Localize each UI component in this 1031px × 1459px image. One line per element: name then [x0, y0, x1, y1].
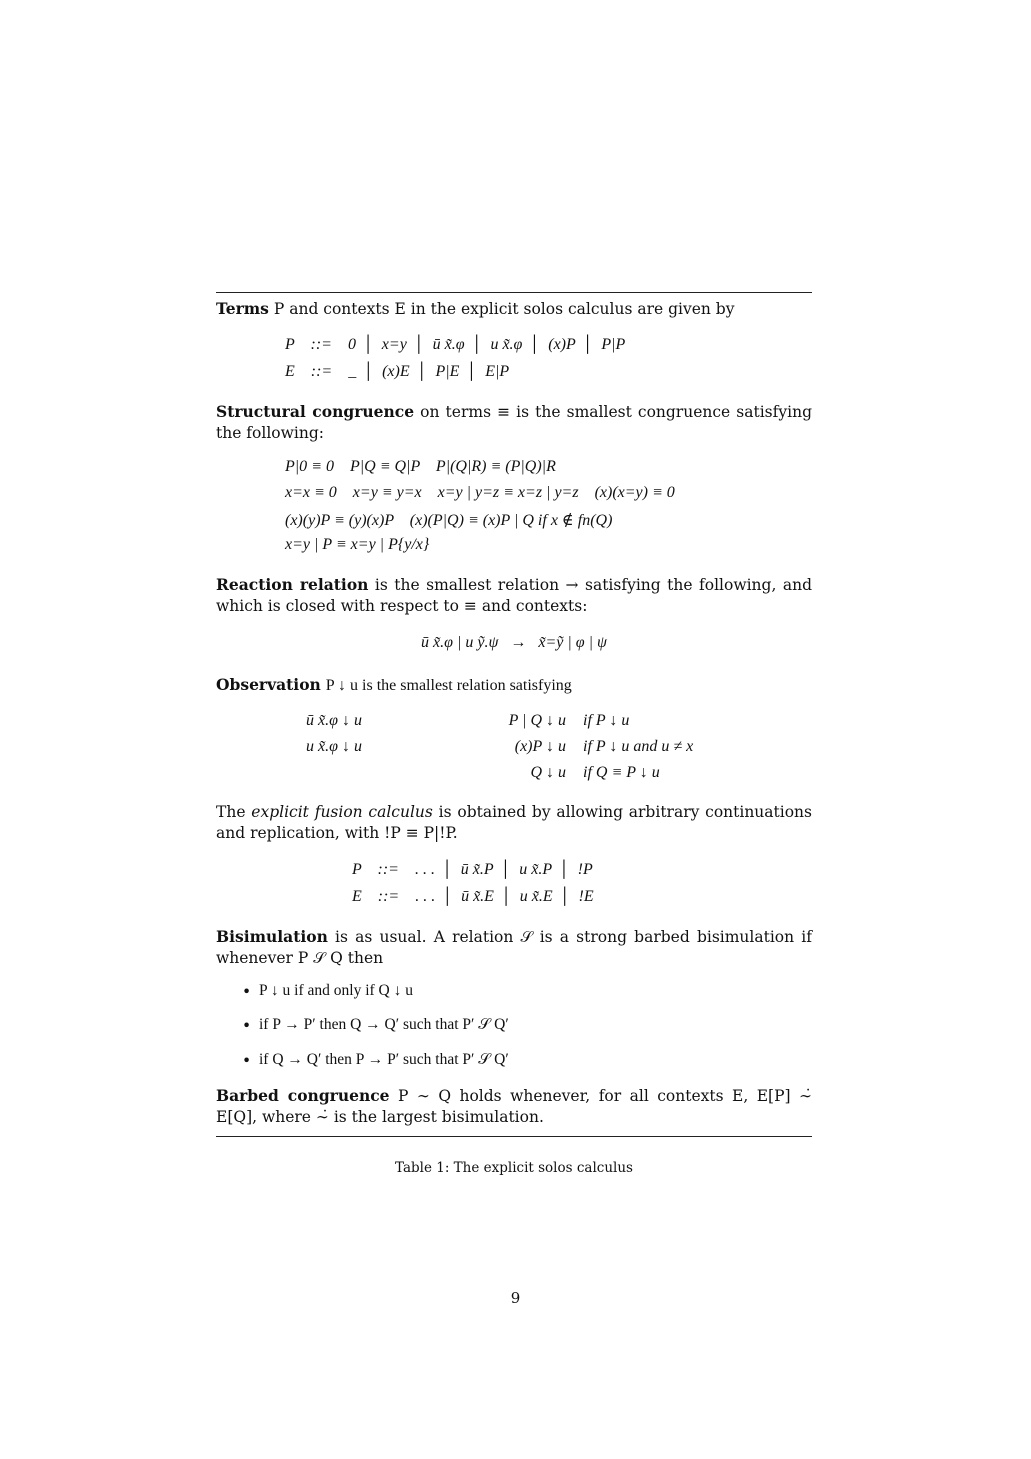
fusion-emph: explicit fusion calculus — [251, 803, 433, 821]
observation-label: Observation — [216, 675, 321, 694]
fusion-grammar-P: P ::= . . . │ ū x̃.P │ u x̃.P │ !P — [352, 861, 593, 878]
reaction-label: Reaction relation — [216, 575, 369, 594]
grammar-E: E ::= _ │ (x)E │ P|E │ E|P — [285, 363, 510, 380]
structural-row: (x)(y)P ≡ (y)(x)P (x)(P|Q) ≡ (x)P | Q if x ∉ fn(Q) — [285, 512, 613, 529]
structural-label: Structural congruence — [216, 402, 415, 421]
bullet-icon: • — [242, 983, 252, 1001]
structural-row: x=y | P ≡ x=y | P{y/x} — [285, 536, 430, 553]
terms-text: P and contexts E in the explicit solos calculus are given by — [273, 300, 735, 318]
bottom-rule — [216, 1136, 812, 1137]
fusion-grammar-E: E ::= . . . │ ū x̃.E │ u x̃.E │ !E — [352, 888, 594, 905]
grammar-P: P ::= 0 │ x=y │ ū x̃.φ │ u x̃.φ │ (x)P │ P|P — [285, 336, 626, 353]
barbed-text: P ∼ Q holds whenever, for all contexts E, E[P] ∼̇ E[Q], where ∼̇ is the largest bisimulation. — [216, 1087, 812, 1126]
observation-rel: (x)P ↓ u — [514, 738, 566, 755]
barbed-paragraph — [216, 1085, 812, 1128]
structural-row: x=x ≡ 0 x=y ≡ y=x x=y | y=z ≡ x=z | y=z (x)(x=y) ≡ 0 — [285, 484, 675, 501]
bullet-icon: • — [242, 1052, 252, 1070]
terms-label: Terms — [216, 299, 269, 318]
observation-text: P ↓ u is the smallest relation satisfying — [325, 677, 572, 694]
reaction-rule: ū x̃.φ | u ỹ.ψ → x̃=ỹ | φ | ψ — [421, 634, 607, 651]
fusion-text-1: The — [216, 803, 246, 821]
bisimulation-text: is as usual. A relation 𝒮 is a strong barbed bisimulation if whenever P 𝒮 Q then — [216, 928, 812, 967]
bisimulation-label: Bisimulation — [216, 927, 328, 946]
barbed-label: Barbed congruence — [216, 1086, 390, 1105]
bisimulation-item: if Q → Q′ then P → P′ such that P′ 𝒮 Q′ — [259, 1051, 509, 1068]
bisimulation-paragraph — [216, 926, 812, 969]
table-caption: Table 1: The explicit solos calculus — [395, 1160, 633, 1176]
bisimulation-item: P ↓ u if and only if Q ↓ u — [259, 982, 413, 999]
reaction-text: is the smallest relation → satisfying the following, and which is closed with respect to ≡ and contexts: — [216, 576, 812, 615]
top-rule — [216, 292, 812, 293]
observation-rel: P | Q ↓ u — [508, 712, 566, 729]
bullet-icon: • — [242, 1017, 252, 1035]
observation-cond: if P ↓ u and u ≠ x — [583, 738, 694, 755]
observation-left: u x̃.φ ↓ u — [306, 738, 362, 755]
observation-left: ū x̃.φ ↓ u — [306, 712, 362, 729]
structural-row: P|0 ≡ 0 P|Q ≡ Q|P P|(Q|R) ≡ (P|Q)|R — [285, 458, 556, 475]
bisimulation-item: if P → P′ then Q → Q′ such that P′ 𝒮 Q′ — [259, 1016, 509, 1033]
observation-cond: if P ↓ u — [583, 712, 630, 729]
structural-paragraph — [216, 401, 812, 444]
observation-cond: if Q ≡ P ↓ u — [583, 764, 660, 781]
structural-text: on terms ≡ is the smallest congruence satisfying the following: — [216, 403, 812, 442]
observation-paragraph — [216, 674, 812, 696]
fusion-paragraph — [216, 802, 812, 844]
observation-rel: Q ↓ u — [530, 764, 566, 781]
page-number: 9 — [510, 1289, 521, 1307]
terms-paragraph — [216, 298, 812, 320]
reaction-paragraph — [216, 574, 812, 617]
fusion-text-2: is obtained by allowing arbitrary continuations and replication, with !P ≡ P|!P. — [216, 803, 812, 842]
